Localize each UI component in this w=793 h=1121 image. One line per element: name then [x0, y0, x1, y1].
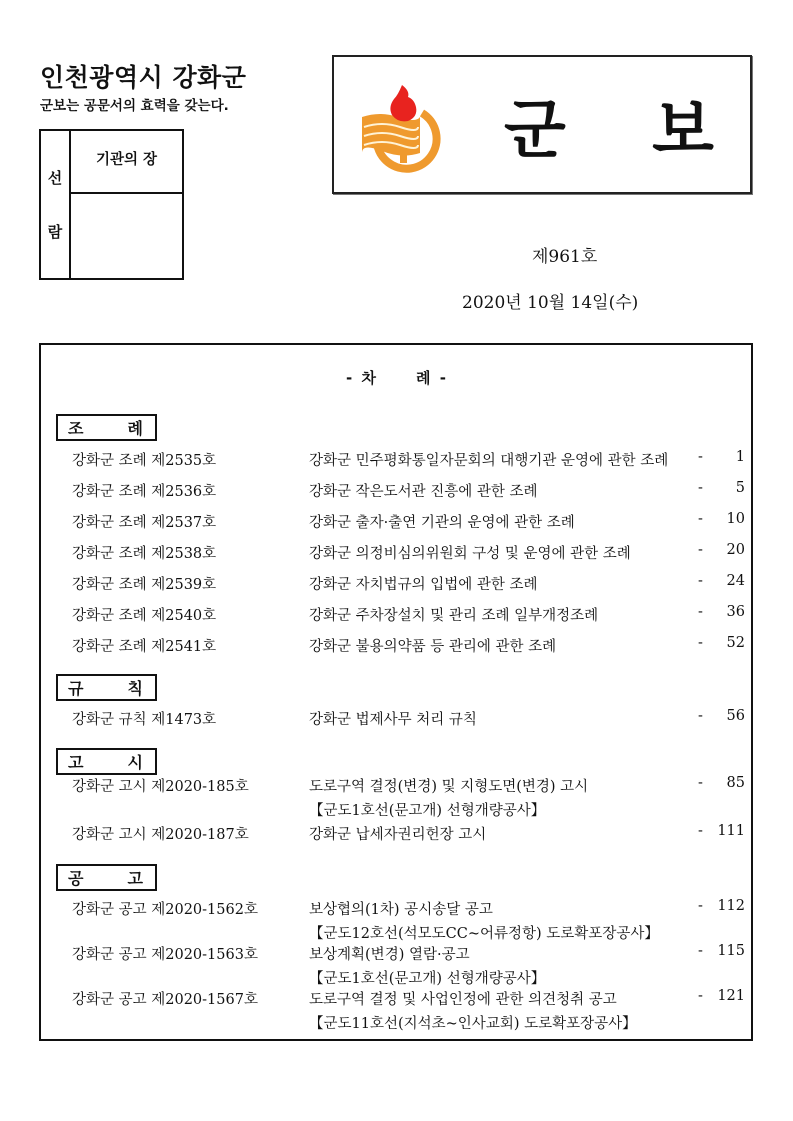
entry-number: 강화군 조례 제2539호 — [72, 577, 217, 593]
approval-side-bottom: 람 — [47, 222, 63, 241]
toc-entry[interactable] — [41, 573, 753, 595]
approval-cells — [71, 131, 182, 278]
section-tag-public-notice — [56, 864, 157, 891]
toc-entry[interactable] — [41, 708, 753, 730]
entry-title: 강화군 납세자권리헌장 고시 — [309, 827, 487, 843]
entry-title: 강화군 의정비심의위원회 구성 및 운영에 관한 조례 — [309, 546, 631, 562]
entry-dash: - — [698, 604, 703, 620]
section-tag-notification — [56, 748, 157, 775]
toc-entry[interactable] — [41, 511, 753, 533]
approval-side-top: 선 — [47, 169, 63, 188]
entry-page: 5 — [735, 480, 745, 496]
toc-entry[interactable] — [41, 823, 753, 845]
toc-entry[interactable] — [41, 988, 753, 1032]
entry-title: 강화군 주차장설치 및 관리 조례 일부개정조례 — [309, 608, 599, 624]
entry-number: 강화군 조례 제2537호 — [72, 515, 217, 531]
entry-page: 24 — [726, 573, 745, 589]
entry-title: 강화군 법제사무 처리 규칙 — [309, 712, 477, 728]
entry-number: 강화군 공고 제2020-1562호 — [72, 902, 258, 918]
entry-subtitle: 【군도1호선(문고개) 선형개량공사】 — [309, 803, 546, 819]
entry-page: 20 — [726, 542, 745, 558]
toc-title-right: 례 - — [416, 369, 446, 387]
entry-number: 강화군 조례 제2540호 — [72, 608, 217, 624]
toc-entry[interactable] — [41, 449, 753, 471]
section-tag-char: 공 — [68, 869, 84, 888]
toc-entry[interactable] — [41, 943, 753, 987]
entry-dash: - — [698, 775, 703, 791]
entry-dash: - — [698, 511, 703, 527]
entry-number: 강화군 조례 제2541호 — [72, 639, 217, 655]
section-tag-char: 시 — [127, 753, 143, 772]
entry-title: 강화군 민주평화통일자문회의 대행기관 운영에 관한 조례 — [309, 453, 669, 469]
entry-number: 강화군 공고 제2020-1567호 — [72, 992, 258, 1008]
entry-title: 강화군 출자·출연 기관의 운영에 관한 조례 — [309, 515, 575, 531]
section-tag-char: 규 — [68, 679, 84, 698]
entry-number: 강화군 규칙 제1473호 — [72, 712, 217, 728]
entry-page: 56 — [726, 708, 745, 724]
entry-number: 강화군 조례 제2536호 — [72, 484, 217, 500]
section-tag-char: 고 — [127, 869, 143, 888]
entry-number: 강화군 고시 제2020-185호 — [72, 779, 249, 795]
entry-dash: - — [698, 480, 703, 496]
section-tag-char: 례 — [127, 419, 143, 438]
toc-title — [41, 367, 751, 388]
toc-title-left: - 차 — [346, 369, 376, 387]
toc-entry[interactable] — [41, 635, 753, 657]
toc-entry[interactable] — [41, 542, 753, 564]
entry-title: 강화군 불용의약품 등 관리에 관한 조례 — [309, 639, 557, 655]
entry-page: 111 — [717, 823, 745, 839]
masthead — [332, 55, 752, 194]
section-tag-ordinance — [56, 414, 157, 441]
entry-page: 112 — [717, 898, 745, 914]
entry-title: 강화군 작은도서관 진흥에 관한 조례 — [309, 484, 538, 500]
entry-page: 121 — [717, 988, 745, 1004]
entry-page: 52 — [726, 635, 745, 651]
section-tag-char: 칙 — [127, 679, 143, 698]
issue-number: 제961호 — [532, 247, 598, 267]
entry-title: 도로구역 결정(변경) 및 지형도면(변경) 고시 — [309, 779, 589, 795]
approval-box — [39, 129, 184, 280]
approval-side-label — [41, 131, 71, 278]
masthead-title: 군 보 — [504, 94, 716, 168]
entry-number: 강화군 조례 제2538호 — [72, 546, 217, 562]
entry-title: 보상계획(변경) 열람·공고 — [309, 947, 470, 963]
section-tag-char: 조 — [68, 419, 84, 438]
entry-subtitle: 【군도11호선(지석초~인사교회) 도로확포장공사】 — [309, 1016, 637, 1032]
organization-name: 인천광역시 강화군 — [40, 63, 247, 92]
entry-title: 도로구역 결정 및 사업인정에 관한 의견청취 공고 — [309, 992, 617, 1008]
entry-dash: - — [698, 823, 703, 839]
toc-entry[interactable] — [41, 480, 753, 502]
entry-dash: - — [698, 542, 703, 558]
toc-entry[interactable] — [41, 898, 753, 942]
entry-page: 1 — [735, 449, 745, 465]
entry-number: 강화군 조례 제2535호 — [72, 453, 217, 469]
entry-subtitle: 【군도1호선(문고개) 선형개량공사】 — [309, 971, 546, 987]
entry-title: 보상협의(1차) 공시송달 공고 — [309, 902, 493, 918]
toc-entry[interactable] — [41, 604, 753, 626]
approval-head-label: 기관의 장 — [71, 131, 182, 194]
entry-page: 10 — [726, 511, 745, 527]
ganghwa-county-emblem-icon — [358, 79, 448, 175]
entry-dash: - — [698, 449, 703, 465]
entry-dash: - — [698, 573, 703, 589]
section-tag-char: 고 — [68, 753, 84, 772]
section-tag-rule — [56, 674, 157, 701]
entry-dash: - — [698, 635, 703, 651]
entry-number: 강화군 공고 제2020-1563호 — [72, 947, 258, 963]
entry-number: 강화군 고시 제2020-187호 — [72, 827, 249, 843]
table-of-contents — [39, 343, 753, 1041]
entry-title: 강화군 자치법규의 입법에 관한 조례 — [309, 577, 538, 593]
entry-page: 85 — [726, 775, 745, 791]
entry-page: 115 — [717, 943, 745, 959]
entry-dash: - — [698, 988, 703, 1004]
organization-subtitle: 군보는 공문서의 효력을 갖는다. — [40, 98, 229, 114]
entry-subtitle: 【군도12호선(석모도CC~어류정항) 도로확포장공사】 — [309, 926, 659, 942]
entry-dash: - — [698, 708, 703, 724]
entry-dash: - — [698, 898, 703, 914]
issue-date: 2020년 10월 14일(수) — [462, 293, 639, 313]
entry-page: 36 — [726, 604, 745, 620]
approval-signature-cell — [71, 194, 182, 278]
entry-dash: - — [698, 943, 703, 959]
toc-entry[interactable] — [41, 775, 753, 819]
